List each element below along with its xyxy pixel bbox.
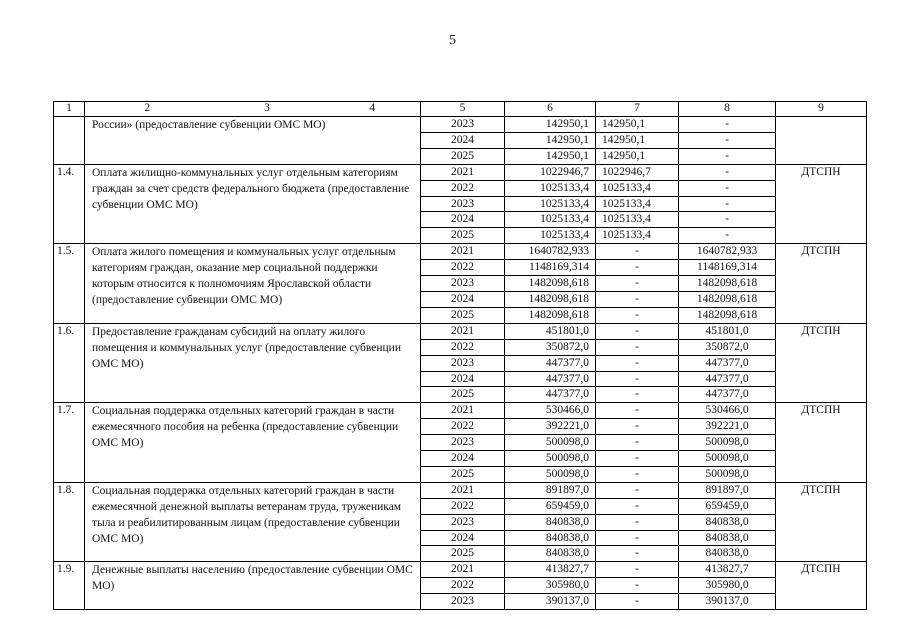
executor-cell: ДТСПН [776, 323, 867, 403]
amount-regional: 1482098,618 [679, 291, 776, 307]
page-number: 5 [449, 33, 456, 48]
year-cell: 2023 [421, 355, 505, 371]
year-cell: 2023 [421, 196, 505, 212]
table-row [54, 323, 867, 339]
table-row [54, 403, 867, 419]
header-cell-7: 7 [596, 102, 679, 117]
year-cell: 2022 [421, 180, 505, 196]
amount-regional: - [679, 117, 776, 133]
amount-federal: - [596, 594, 679, 610]
item-number: 1.9. [54, 562, 85, 610]
amount-total: 840838,0 [505, 514, 596, 530]
amount-federal: - [596, 323, 679, 339]
amount-federal: - [596, 355, 679, 371]
amount-federal: 1025133,4 [596, 228, 679, 244]
year-cell: 2021 [421, 164, 505, 180]
table-row [54, 244, 867, 260]
amount-regional: 500098,0 [679, 466, 776, 482]
amount-federal: 142950,1 [596, 148, 679, 164]
amount-regional: - [679, 148, 776, 164]
amount-regional: 840838,0 [679, 546, 776, 562]
amount-total: 891897,0 [505, 482, 596, 498]
year-cell: 2023 [421, 117, 505, 133]
amount-federal: - [596, 562, 679, 578]
amount-federal: - [596, 482, 679, 498]
item-number: 1.6. [54, 323, 85, 403]
executor-cell: ДТСПН [776, 562, 867, 610]
year-cell: 2024 [421, 530, 505, 546]
amount-total: 500098,0 [505, 451, 596, 467]
item-description: Денежные выплаты населению (предоставление субвенции ОМС МО) [85, 562, 421, 610]
amount-regional: - [679, 164, 776, 180]
amount-regional: 413827,7 [679, 562, 776, 578]
amount-federal: - [596, 530, 679, 546]
amount-total: 1025133,4 [505, 212, 596, 228]
year-cell: 2025 [421, 228, 505, 244]
amount-regional: - [679, 228, 776, 244]
header-cell-4: 4 [325, 102, 421, 117]
amount-federal: 1025133,4 [596, 196, 679, 212]
executor-cell: ДТСПН [776, 164, 867, 244]
amount-total: 1025133,4 [505, 180, 596, 196]
year-cell: 2024 [421, 451, 505, 467]
year-cell: 2021 [421, 403, 505, 419]
amount-federal: - [596, 371, 679, 387]
header-cell-5: 5 [421, 102, 505, 117]
item-description: Оплата жилищно-коммунальных услуг отдельным категориям граждан за счет средств федерального бюджета (предоставление субвенции ОМС МО) [85, 164, 421, 244]
amount-federal: 1022946,7 [596, 164, 679, 180]
year-cell: 2022 [421, 339, 505, 355]
amount-federal: - [596, 403, 679, 419]
item-number: 1.8. [54, 482, 85, 562]
amount-regional: 392221,0 [679, 419, 776, 435]
amount-total: 447377,0 [505, 371, 596, 387]
amount-regional: 1640782,933 [679, 244, 776, 260]
year-cell: 2022 [421, 260, 505, 276]
header-cell-2: 2 [85, 102, 210, 117]
amount-federal: - [596, 498, 679, 514]
header-cell-3: 3 [210, 102, 325, 117]
year-cell: 2022 [421, 578, 505, 594]
amount-total: 142950,1 [505, 117, 596, 133]
amount-federal: - [596, 307, 679, 323]
year-cell: 2021 [421, 482, 505, 498]
year-cell: 2025 [421, 307, 505, 323]
year-cell: 2023 [421, 514, 505, 530]
amount-regional: - [679, 212, 776, 228]
amount-regional: 447377,0 [679, 387, 776, 403]
amount-regional: 500098,0 [679, 451, 776, 467]
item-description: Социальная поддержка отдельных категорий граждан в части ежемесячной денежной выплаты ветеранам труда, труженикам тыла и реабилитированным лицам (предоставление субвенции ОМС МО) [85, 482, 421, 562]
amount-regional: 305980,0 [679, 578, 776, 594]
header-cell-8: 8 [679, 102, 776, 117]
year-cell: 2021 [421, 244, 505, 260]
amount-federal: - [596, 546, 679, 562]
year-cell: 2023 [421, 594, 505, 610]
amount-federal: - [596, 260, 679, 276]
amount-total: 350872,0 [505, 339, 596, 355]
amount-total: 142950,1 [505, 132, 596, 148]
year-cell: 2025 [421, 466, 505, 482]
amount-regional: 390137,0 [679, 594, 776, 610]
year-cell: 2021 [421, 562, 505, 578]
item-description: России» (предоставление субвенции ОМС МО) [85, 117, 421, 165]
executor-cell: ДТСПН [776, 244, 867, 324]
amount-regional: 840838,0 [679, 514, 776, 530]
amount-regional: 1482098,618 [679, 276, 776, 292]
header-cell-6: 6 [505, 102, 596, 117]
item-number [54, 117, 85, 165]
amount-federal: - [596, 339, 679, 355]
executor-cell: ДТСПН [776, 482, 867, 562]
amount-total: 142950,1 [505, 148, 596, 164]
amount-regional: 530466,0 [679, 403, 776, 419]
amount-regional: 891897,0 [679, 482, 776, 498]
amount-regional: 500098,0 [679, 435, 776, 451]
header-cell-9: 9 [776, 102, 867, 117]
budget-table [53, 101, 867, 610]
year-cell: 2025 [421, 546, 505, 562]
amount-regional: 659459,0 [679, 498, 776, 514]
year-cell: 2024 [421, 291, 505, 307]
year-cell: 2023 [421, 276, 505, 292]
amount-federal: - [596, 435, 679, 451]
amount-federal: - [596, 387, 679, 403]
executor-cell [776, 117, 867, 165]
year-cell: 2023 [421, 435, 505, 451]
amount-total: 1482098,618 [505, 291, 596, 307]
amount-regional: - [679, 180, 776, 196]
year-cell: 2025 [421, 148, 505, 164]
item-description: Предоставление гражданам субсидий на оплату жилого помещения и коммунальных услуг (предоставление субвенции ОМС МО) [85, 323, 421, 403]
amount-total: 840838,0 [505, 530, 596, 546]
amount-regional: 451801,0 [679, 323, 776, 339]
year-cell: 2024 [421, 212, 505, 228]
year-cell: 2022 [421, 498, 505, 514]
item-number: 1.4. [54, 164, 85, 244]
amount-total: 1148169,314 [505, 260, 596, 276]
amount-federal: - [596, 276, 679, 292]
item-number: 1.5. [54, 244, 85, 324]
item-number: 1.7. [54, 403, 85, 483]
amount-total: 1482098,618 [505, 276, 596, 292]
year-cell: 2021 [421, 323, 505, 339]
amount-regional: - [679, 196, 776, 212]
amount-total: 659459,0 [505, 498, 596, 514]
amount-total: 1022946,7 [505, 164, 596, 180]
amount-total: 500098,0 [505, 466, 596, 482]
amount-total: 390137,0 [505, 594, 596, 610]
header-cell-1: 1 [54, 102, 85, 117]
amount-federal: - [596, 514, 679, 530]
item-description: Социальная поддержка отдельных категорий граждан в части ежемесячного пособия на ребенка (предоставление субвенции ОМС МО) [85, 403, 421, 483]
amount-total: 840838,0 [505, 546, 596, 562]
executor-cell: ДТСПН [776, 403, 867, 483]
amount-total: 413827,7 [505, 562, 596, 578]
amount-federal: - [596, 419, 679, 435]
table-row [54, 482, 867, 498]
amount-total: 392221,0 [505, 419, 596, 435]
amount-federal: 142950,1 [596, 132, 679, 148]
year-cell: 2022 [421, 419, 505, 435]
table-row [54, 117, 867, 133]
amount-federal: - [596, 578, 679, 594]
amount-total: 1025133,4 [505, 228, 596, 244]
amount-total: 447377,0 [505, 387, 596, 403]
amount-regional: 1148169,314 [679, 260, 776, 276]
amount-federal: - [596, 291, 679, 307]
amount-federal: - [596, 451, 679, 467]
table-row [54, 164, 867, 180]
amount-federal: 142950,1 [596, 117, 679, 133]
header-row [54, 102, 867, 117]
amount-regional: 350872,0 [679, 339, 776, 355]
amount-total: 1482098,618 [505, 307, 596, 323]
amount-regional: - [679, 132, 776, 148]
amount-total: 1640782,933 [505, 244, 596, 260]
amount-total: 451801,0 [505, 323, 596, 339]
amount-total: 447377,0 [505, 355, 596, 371]
amount-regional: 840838,0 [679, 530, 776, 546]
amount-regional: 447377,0 [679, 371, 776, 387]
amount-regional: 1482098,618 [679, 307, 776, 323]
year-cell: 2024 [421, 371, 505, 387]
amount-total: 500098,0 [505, 435, 596, 451]
amount-federal: 1025133,4 [596, 180, 679, 196]
item-description: Оплата жилого помещения и коммунальных услуг отдельным категориям граждан, оказание мер социальной поддержки которым относится к полномочиям Ярославской области (предоставление субвенции ОМС МО) [85, 244, 421, 324]
amount-federal: - [596, 466, 679, 482]
amount-total: 1025133,4 [505, 196, 596, 212]
table-row [54, 562, 867, 578]
year-cell: 2024 [421, 132, 505, 148]
amount-total: 305980,0 [505, 578, 596, 594]
amount-federal: - [596, 244, 679, 260]
amount-regional: 447377,0 [679, 355, 776, 371]
year-cell: 2025 [421, 387, 505, 403]
amount-federal: 1025133,4 [596, 212, 679, 228]
amount-total: 530466,0 [505, 403, 596, 419]
